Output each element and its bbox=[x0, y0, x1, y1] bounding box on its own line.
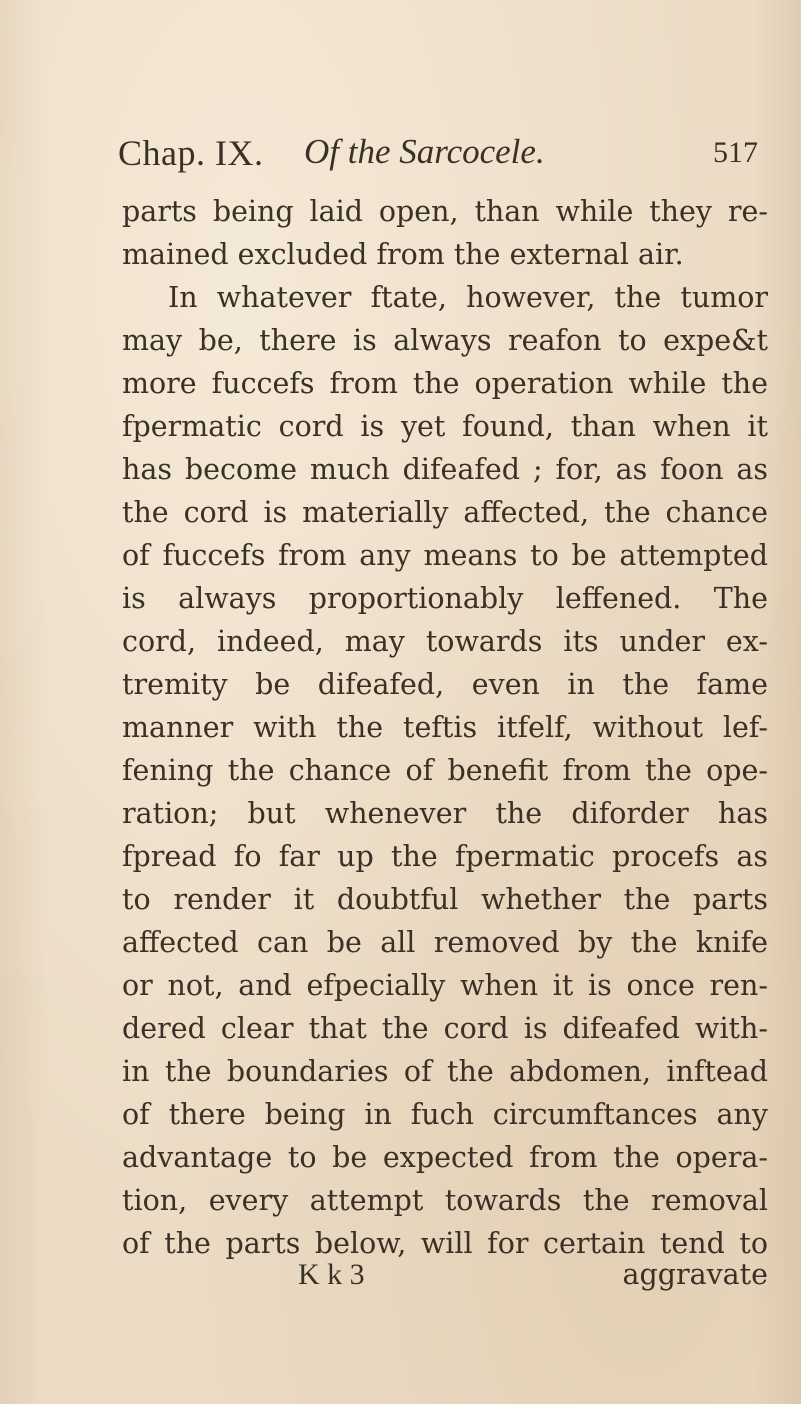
text-line: advantage to be expected from the opera- bbox=[122, 1141, 768, 1174]
page-number: 517 bbox=[713, 136, 758, 169]
text-line: fpread fo far up the fpermatic procefs as bbox=[122, 840, 768, 873]
text-line: to render it doubtful whether the parts bbox=[122, 883, 768, 916]
running-title: Of the Sarcocele. bbox=[304, 132, 545, 171]
text-line: has become much difeafed ; for, as foon as bbox=[122, 453, 768, 486]
text-line: is always proportionably leffened. The bbox=[122, 582, 768, 615]
text-line: affected can be all removed by the knife bbox=[122, 926, 768, 959]
catchword: aggravate bbox=[622, 1258, 768, 1291]
text-line: cord, indeed, may towards its under ex- bbox=[122, 625, 768, 658]
text-line: may be, there is always reafon to expe&t bbox=[122, 324, 768, 357]
text-line: parts being laid open, than while they re- bbox=[122, 195, 768, 228]
text-line: mained excluded from the external air. bbox=[122, 238, 684, 271]
text-line: of fuccefs from any means to be attempted bbox=[122, 539, 768, 572]
signature-mark: K k 3 bbox=[298, 1258, 365, 1291]
text-line: the cord is materially affected, the chance bbox=[122, 496, 768, 529]
page-header bbox=[118, 132, 758, 180]
chapter-label: Chap. IX. bbox=[118, 133, 264, 173]
body-text bbox=[122, 190, 768, 1265]
text-line: fening the chance of benefit from the ope- bbox=[122, 754, 768, 787]
text-line: ration; but whenever the diforder has bbox=[122, 797, 768, 830]
text-line: more fuccefs from the operation while the bbox=[122, 367, 768, 400]
text-line: or not, and efpecially when it is once ren- bbox=[122, 969, 768, 1002]
text-line: of the parts below, will for certain tend to bbox=[122, 1227, 768, 1260]
text-line: in the boundaries of the abdomen, inftead bbox=[122, 1055, 768, 1088]
text-line: manner with the teftis itfelf, without lef- bbox=[122, 711, 768, 744]
text-line: tremity be difeafed, even in the fame bbox=[122, 668, 768, 701]
page-footer bbox=[122, 1253, 768, 1296]
text-line: dered clear that the cord is difeafed with- bbox=[122, 1012, 768, 1045]
text-line: In whatever ftate, however, the tumor bbox=[168, 281, 768, 314]
text-line: of there being in fuch circumftances any bbox=[122, 1098, 768, 1131]
text-line: fpermatic cord is yet found, than when it bbox=[122, 410, 768, 443]
text-line: tion, every attempt towards the removal bbox=[122, 1184, 768, 1217]
